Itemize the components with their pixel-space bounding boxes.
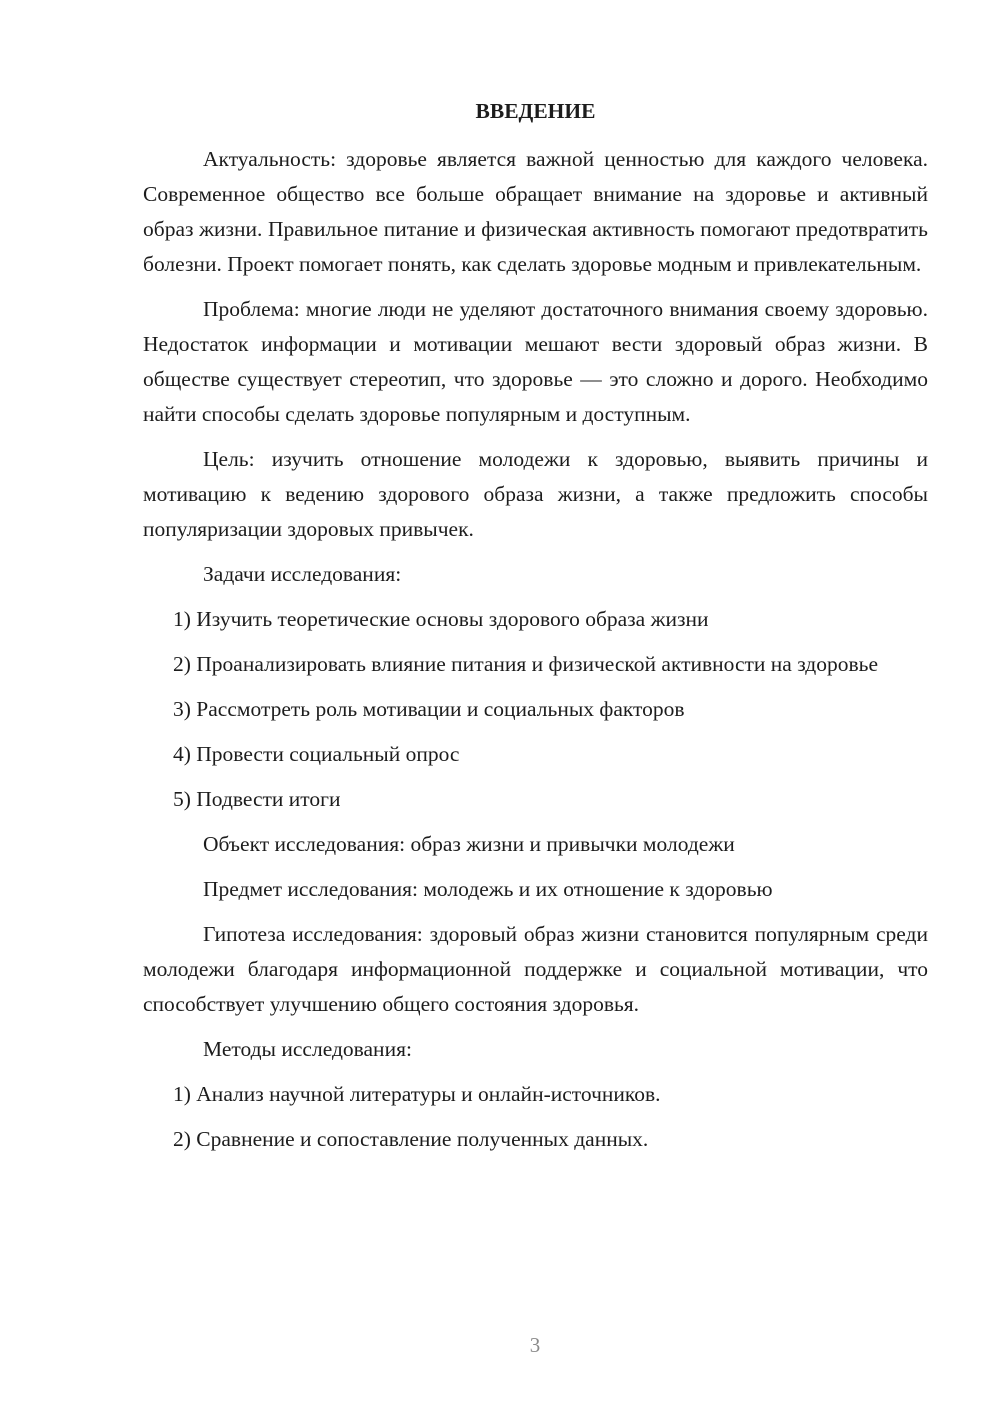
methods-heading: Методы исследования:: [203, 1037, 412, 1061]
task-item: 1) Изучить теоретические основы здорового образа жизни: [173, 607, 709, 631]
page-title: ВВЕДЕНИЕ: [475, 99, 596, 123]
hypothesis-paragraph: Гипотеза исследования: здоровый образ жизни становится популярным среди молодежи благодаря информационной поддержке и социальной мотивации, что способствует улучшению общего состояния здоровья.: [143, 922, 928, 1016]
method-item: 2) Сравнение и сопоставление полученных данных.: [173, 1127, 649, 1151]
method-item: 1) Анализ научной литературы и онлайн-источников.: [173, 1082, 661, 1106]
task-item: 5) Подвести итоги: [173, 787, 341, 811]
document-page: [143, 96, 928, 1167]
task-item: 3) Рассмотреть роль мотивации и социальных факторов: [173, 697, 685, 721]
page-number: 3: [529, 1333, 541, 1357]
task-item: 2) Проанализировать влияние питания и физической активности на здоровье: [173, 652, 878, 676]
tasks-heading: Задачи исследования:: [203, 562, 402, 586]
task-item: 4) Провести социальный опрос: [173, 742, 460, 766]
goal-paragraph: Цель: изучить отношение молодежи к здоровью, выявить причины и мотивацию к ведению здорового образа жизни, а также предложить способы популяризации здоровых привычек.: [143, 447, 928, 541]
research-object: Объект исследования: образ жизни и привычки молодежи: [203, 832, 735, 856]
relevance-paragraph: Актуальность: здоровье является важной ценностью для каждого человека. Современное общество все больше обращает внимание на здоровье и активный образ жизни. Правильное питание и физическая активность помогают предотвратить болезни. Проект помогает понять, как сделать здоровье модным и привлекательным.: [143, 147, 928, 276]
problem-paragraph: Проблема: многие люди не уделяют достаточного внимания своему здоровью. Недостаток информации и мотивации мешают вести здоровый образ жизни. В обществе существует стереотип, что здоровье — это сложно и дорого. Необходимо найти способы сделать здоровье популярным и доступным.: [143, 297, 928, 426]
research-subject: Предмет исследования: молодежь и их отношение к здоровью: [203, 877, 773, 901]
